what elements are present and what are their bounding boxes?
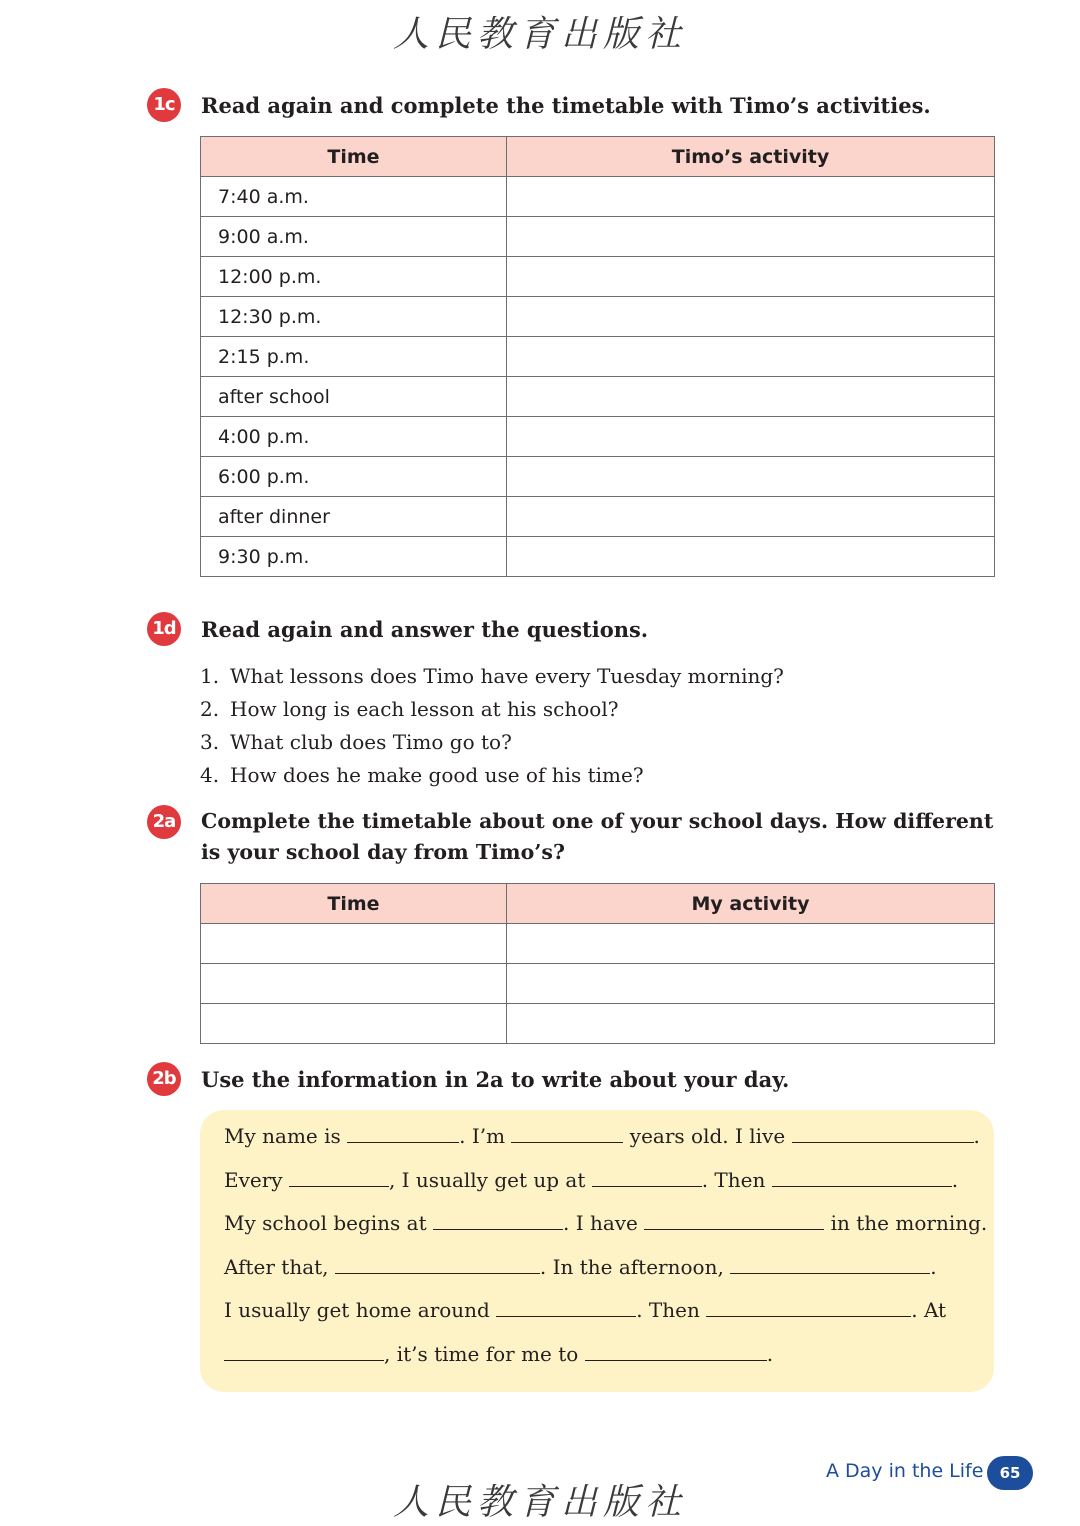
blank-field[interactable] — [730, 1251, 930, 1274]
blank-field[interactable] — [289, 1164, 389, 1187]
table-row — [201, 257, 995, 297]
section-1c-instruction: Read again and complete the timetable with Timo’s activities. — [201, 93, 931, 118]
writing-line — [224, 1120, 980, 1150]
blank-field[interactable] — [772, 1164, 952, 1187]
table-row — [201, 377, 995, 417]
time-cell[interactable] — [201, 1004, 507, 1044]
section-2a-instruction: Complete the timetable about one of your school days. How different is your school day from Timo’s? — [201, 809, 994, 864]
line-text: . I’m — [459, 1124, 506, 1148]
time-cell: after school — [201, 377, 507, 417]
writing-line — [224, 1338, 969, 1368]
time-cell: after dinner — [201, 497, 507, 537]
section-1d-instruction: Read again and answer the questions. — [201, 617, 649, 642]
section-1d-badge: 1d — [147, 612, 181, 646]
line-text: . — [973, 1124, 980, 1148]
line-text: I usually get home around — [224, 1298, 490, 1322]
line-text: . — [951, 1168, 959, 1192]
table-row — [201, 1004, 995, 1044]
list-item — [200, 693, 784, 726]
writing-line — [224, 1251, 969, 1281]
line-text: My name is — [224, 1124, 341, 1148]
unit-title: A Day in the Life — [826, 1460, 984, 1482]
question-text: What lessons does Timo have every Tuesday morning? — [230, 664, 784, 688]
line-text: , I usually get up at — [388, 1168, 586, 1192]
table-row — [201, 417, 995, 457]
blank-field[interactable] — [433, 1207, 563, 1230]
line-text: . Then — [701, 1168, 766, 1192]
table-row — [201, 497, 995, 537]
column-header-activity: My activity — [507, 884, 995, 924]
blank-field[interactable] — [792, 1120, 974, 1143]
time-cell: 6:00 p.m. — [201, 457, 507, 497]
column-header-activity: Timo’s activity — [507, 137, 995, 177]
activity-cell[interactable] — [507, 497, 995, 537]
section-1c-badge: 1c — [147, 88, 181, 122]
table-row — [201, 217, 995, 257]
activity-cell[interactable] — [507, 257, 995, 297]
time-cell[interactable] — [201, 924, 507, 964]
activity-cell[interactable] — [507, 1004, 995, 1044]
activity-cell[interactable] — [507, 217, 995, 257]
question-text: How does he make good use of his time? — [230, 763, 644, 787]
section-2b-instruction: Use the information in 2a to write about your day. — [201, 1067, 790, 1092]
page-number-badge: 65 — [987, 1456, 1033, 1490]
section-2b-badge: 2b — [147, 1062, 181, 1096]
blank-field[interactable] — [335, 1251, 540, 1274]
time-cell: 9:30 p.m. — [201, 537, 507, 577]
activity-cell[interactable] — [507, 924, 995, 964]
time-cell: 9:00 a.m. — [201, 217, 507, 257]
line-text: . — [930, 1255, 937, 1279]
question-number: 4. — [200, 763, 220, 787]
activity-cell[interactable] — [507, 417, 995, 457]
question-list — [200, 660, 784, 792]
activity-cell[interactable] — [507, 177, 995, 217]
line-text: . Then — [636, 1298, 700, 1322]
list-item — [200, 726, 784, 759]
table-header-row — [201, 137, 995, 177]
line-text: . In the afternoon, — [539, 1255, 724, 1279]
table-row — [201, 924, 995, 964]
activity-cell[interactable] — [507, 964, 995, 1004]
table-header-row — [201, 884, 995, 924]
table-row — [201, 964, 995, 1004]
line-text: , it’s time for me to — [384, 1342, 579, 1366]
line-text: Every — [224, 1168, 283, 1192]
table-row — [201, 297, 995, 337]
writing-line — [224, 1164, 969, 1194]
timo-timetable — [200, 136, 995, 577]
activity-cell[interactable] — [507, 297, 995, 337]
column-header-time: Time — [201, 884, 507, 924]
time-cell: 12:00 p.m. — [201, 257, 507, 297]
list-item — [200, 759, 784, 792]
line-text: . I have — [562, 1211, 638, 1235]
blank-field[interactable] — [496, 1294, 636, 1317]
time-cell: 2:15 p.m. — [201, 337, 507, 377]
question-number: 3. — [200, 730, 220, 754]
question-text: What club does Timo go to? — [230, 730, 512, 754]
line-text: My school begins at — [224, 1211, 427, 1235]
time-cell: 4:00 p.m. — [201, 417, 507, 457]
table-row — [201, 457, 995, 497]
blank-field[interactable] — [511, 1120, 623, 1143]
time-cell[interactable] — [201, 964, 507, 1004]
blank-field[interactable] — [706, 1294, 911, 1317]
table-row — [201, 337, 995, 377]
section-2a-badge: 2a — [147, 805, 181, 839]
blank-field[interactable] — [644, 1207, 824, 1230]
question-text: How long is each lesson at his school? — [230, 697, 619, 721]
activity-cell[interactable] — [507, 377, 995, 417]
blank-field[interactable] — [592, 1164, 702, 1187]
blank-field[interactable] — [224, 1338, 384, 1361]
line-text: After that, — [224, 1255, 329, 1279]
time-cell: 12:30 p.m. — [201, 297, 507, 337]
line-text: . — [766, 1342, 774, 1366]
activity-cell[interactable] — [507, 337, 995, 377]
publisher-watermark-top: 人民教育出版社 — [392, 14, 687, 55]
question-number: 2. — [200, 697, 220, 721]
line-text: . At — [911, 1298, 947, 1322]
line-text: in the morning. — [830, 1211, 988, 1235]
blank-field[interactable] — [585, 1338, 767, 1361]
time-cell: 7:40 a.m. — [201, 177, 507, 217]
list-item — [200, 660, 784, 693]
table-row — [201, 537, 995, 577]
writing-line — [224, 1207, 988, 1237]
table-row — [201, 177, 995, 217]
column-header-time: Time — [201, 137, 507, 177]
line-text: years old. I live — [629, 1124, 786, 1148]
blank-field[interactable] — [347, 1120, 459, 1143]
publisher-watermark-bottom: 人民教育出版社 — [392, 1482, 687, 1523]
activity-cell[interactable] — [507, 457, 995, 497]
my-timetable — [200, 883, 995, 1044]
writing-line — [224, 1294, 969, 1324]
activity-cell[interactable] — [507, 537, 995, 577]
question-number: 1. — [200, 664, 220, 688]
